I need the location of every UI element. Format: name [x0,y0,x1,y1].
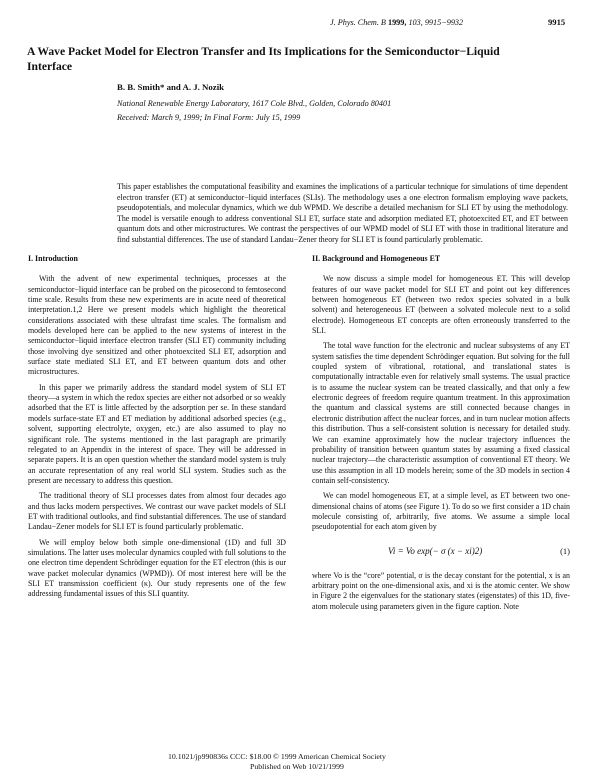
journal-volume: 103, [408,18,423,27]
paragraph: In this paper we primarily address the standard model system of SLI ET theory—a system in which the redox species are either not adsorbed or so weakly adsorbed that the ET is little affected by the adsorption per se. In these standard models surface-state ET and ET mediation by additional adsorbed species (e.g., solvent, supporting electrolyte, oxygen, etc.) are also assumed to play no significant role. The systems mentioned in the last paragraph are primarily relegated to an Appendix in the interest of space. They will be addressed in separate papers. It is an open question whether the standard model system is truly an accurate representation of any real world SLI system. Studies such as the present are necessary to address this question. [28,382,286,485]
equation-body: Vi = Vo exp(− σ (x − xi)2) [388,545,483,556]
paragraph: With the advent of new experimental techniques, processes at the semiconductor−liquid interface can be probed on the picosecond to femtosecond time scale. Results from these new experiments are in acute need of theoretical interpretation.1,2 Here we present models which highlight the theoretical considerations associated with these ultrafast time scales. The formalism and models developed here can be applied to the new systems of interest in the semiconductor−liquid interface electron transfer (SLI ET) community including those involving dye sensitized and other photoexcited SLI ET, adsorption and surface state mediated SLI ET, and ET between quantum dots and other microstructures. [28,274,286,377]
equation-1 [312,539,570,565]
paragraph: We now discuss a simple model for homogeneous ET. This will develop features of our wave packet model for SLI ET and point out key differences between homogeneous ET (between two redox species solvated in a bulk solvent) and heterogeneous ET (between a solvated molecule next to a solid electrode). Homogeneous ET concepts are often erroneously transferred to the SLI. [312,274,570,336]
doi-line: 10.1021/jp990836s CCC: $18.00 © 1999 American Chemical Society [168,752,386,761]
published-date: Published on Web 10/21/1999 [250,762,344,771]
page-number: 9915 [548,17,566,27]
paragraph: The total wave function for the electronic and nuclear subsystems of any ET system satisfies the time dependent Schrödinger equation. But solving for the full coupled system of vibrational, rotational, and translational states is computationally intractable even for relatively small systems. The usual practice is to assume the nuclear system can be treated classically, and that only a few electronic degrees of freedom require quantum treatment. In this approximation the quantum and classical systems are still connected because changes in electronic distribution affect the nuclear forces, and in turn nuclear motion affects this distribution. Thus a self-consistent solution is necessary for detailed study. We can examine approximately how the nuclear trajectory influences the probability of transition between quantum states by assuming a fixed classical nuclear trajectory—the characteristic assumption of conventional ET theory. We use this assumption in all 1D models herein; some of the 3D models in section 4 contain self-consistency. [312,341,570,485]
journal-name: J. Phys. Chem. B [330,18,386,27]
paragraph: where Vo is the “core” potential, σ is the decay constant for the potential, x is an arbitrary point on the one-dimensional axis, and xi is the atomic center. We show in Figure 2 the eigenvalues for the stationary states (eigenstates) of this 1D, five-atom molecule using parameters given in the figure caption. Note [312,570,570,611]
paragraph: We will employ below both simple one-dimensional (1D) and full 3D simulations. The latter uses molecular dynamics coupled with full solutions to the one electron time dependent Schrödinger equation for the ET electron (this is our wave packet molecular dynamics (WPMD)). Of most interest here will be the SLI ET transmission coefficient (κ). Our study represents one of the few addressing fundamental issues of this SLI quantity. [28,537,287,599]
journal-pages: 9915−9932 [424,18,464,27]
author-affiliation: National Renewable Energy Laboratory, 1617 Cole Blvd., Golden, Colorado 80401 [117,99,392,108]
section-heading-background: II. Background and Homogeneous ET [312,254,441,263]
article-title: A Wave Packet Model for Electron Transfer and Its Implications for the Semiconductor−Liquid Interface [27,45,500,73]
section-heading-introduction: I. Introduction [28,254,78,263]
journal-year: 1999, [387,18,407,27]
right-column [312,254,570,617]
abstract: This paper establishes the computational feasibility and examines the implications of a particular technique for simulations of time dependent electron transfer (ET) at semiconductor−liquid interfaces (SLIs). The methodology uses a one electron formalism employing wave packets, pseudopotentials, and molecular dynamics, which we dub WPMD. We describe a detailed mechanism for SLI ET by using the methodology. The model is versatile enough to address conventional SLI ET, surface state and adsorption mediated ET, photoexcited ET, and ET between quantum dots and other microstructures. We contrast the perspectives of our WPMD model of SLI ET with those in traditional literature and find substantial differences. The use of standard Landau−Zener theory for SLI ET is found particularly problematic. [117,182,568,244]
running-header [330,18,463,27]
paragraph: The traditional theory of SLI processes dates from almost four decades ago and thus lacks modern perspectives. We contrast our wave packet models of SLI ET with traditional outlooks, and find substantial differences. The use of standard Landau−Zener models for SLI ET is found particularly problematic. [28,491,286,532]
left-column [28,254,286,605]
article-authors: B. B. Smith* and A. J. Nozik [117,82,225,92]
paragraph: We can model homogeneous ET, at a simple level, as ET between two one-dimensional chains of atoms (see Figure 1). To do so we first consider a 1D chain molecule consisting of, arbitrarily, five atoms. We assume a simple local pseudopotential for each atom given by [312,491,570,532]
received-dates: Received: March 9, 1999; In Final Form: July 15, 1999 [117,113,301,122]
equation-number: (1) [560,545,570,556]
